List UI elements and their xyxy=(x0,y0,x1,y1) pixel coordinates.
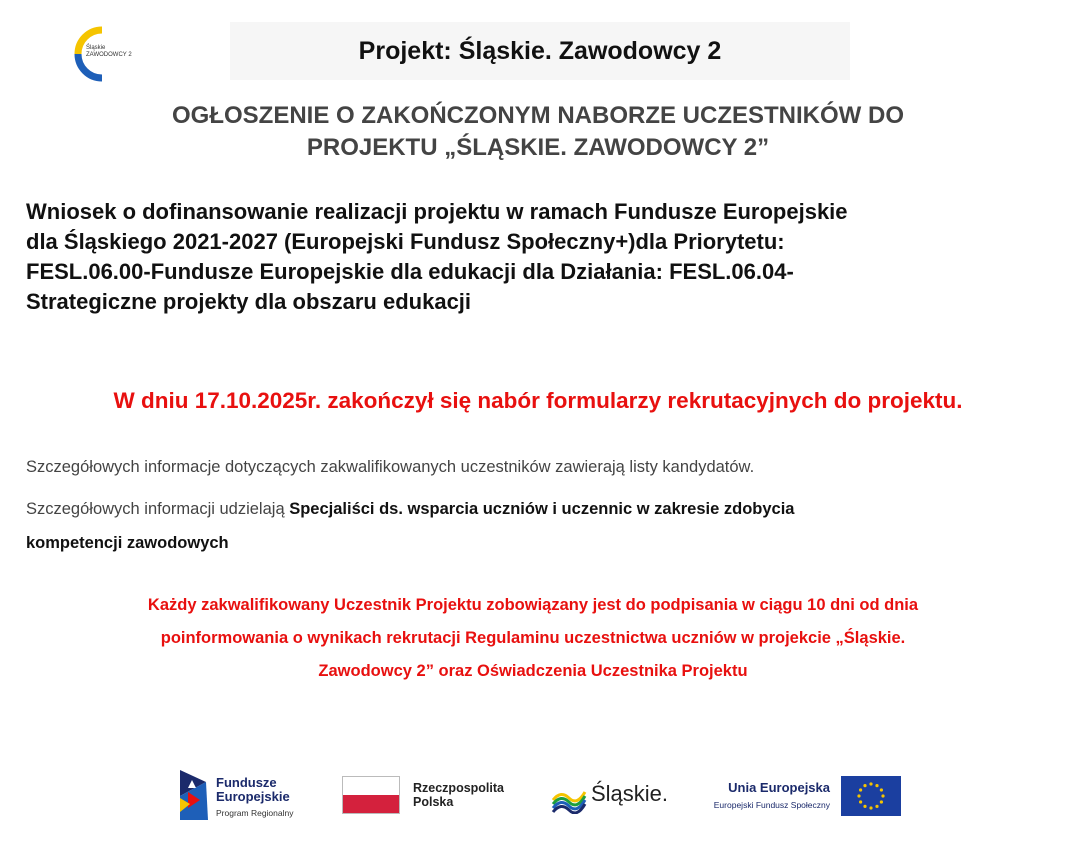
ue-sub: Europejski Fundusz Społeczny xyxy=(713,800,830,810)
application-line4: Strategiczne projekty dla obszaru edukacji xyxy=(26,289,472,314)
eu-star xyxy=(857,794,860,797)
fe-line1: Fundusze xyxy=(216,775,277,790)
eu-star xyxy=(881,794,884,797)
project-logo xyxy=(68,24,148,84)
info-line2-bold: Specjaliści ds. wsparcia uczniów i uczennic w zakresie zdobycia xyxy=(289,500,795,518)
application-line2: dla Śląskiego 2021-2027 (Europejski Fundusz Społeczny+)dla Priorytetu: xyxy=(26,229,785,254)
obligation-line2: poinformowania o wynikach rekrutacji Regulaminu uczestnictwa uczniów w projekcie „Śląskie. xyxy=(160,629,906,647)
project-logo-line2: ZAWODOWCY 2 xyxy=(86,52,132,58)
eu-star xyxy=(875,784,878,787)
announcement-line1: OGŁOSZENIE O ZAKOŃCZONYM NABORZE UCZESTNIKÓW DO xyxy=(172,102,904,129)
rp-line1: Rzeczpospolita xyxy=(413,781,504,795)
polish-flag-icon xyxy=(342,776,400,814)
announcement-line2: PROJEKTU „ŚLĄSKIE. ZAWODOWCY 2” xyxy=(306,134,770,161)
slaskie-logo xyxy=(551,778,681,814)
page-title: Projekt: Śląskie. Zawodowcy 2 xyxy=(358,36,722,65)
eu-star xyxy=(869,782,872,785)
unia-europejska-label xyxy=(700,780,830,810)
eu-star xyxy=(880,788,883,791)
application-description xyxy=(26,197,1036,317)
eu-star xyxy=(880,800,883,803)
eu-flag-icon xyxy=(841,776,901,816)
obligation-line1: Każdy zakwalifikowany Uczestnik Projektu zobowiązany jest do podpisania w ciągu 10 dni od dnia xyxy=(147,596,919,614)
info-line2-prefix: Szczegółowych informacji udzielają xyxy=(26,500,290,518)
fe-line2: Europejskie xyxy=(216,789,290,804)
fundusze-europejskie-logo xyxy=(178,768,308,822)
eu-star xyxy=(863,805,866,808)
eu-star xyxy=(863,784,866,787)
application-line1: Wniosek o dofinansowanie realizacji projektu w ramach Fundusze Europejskie xyxy=(26,199,848,224)
eu-star xyxy=(859,788,862,791)
application-line3: FESL.06.00-Fundusze Europejskie dla edukacji dla Działania: FESL.06.04- xyxy=(26,259,794,284)
announcement-heading xyxy=(60,100,1016,164)
eu-star xyxy=(869,806,872,809)
ue-title: Unia Europejska xyxy=(728,780,830,795)
slaskie-label: Śląskie. xyxy=(591,781,669,806)
info-contact xyxy=(26,492,1026,560)
closing-notice: W dniu 17.10.2025r. zakończył się nabór formularzy rekrutacyjnych do projektu. xyxy=(113,388,963,413)
rp-line2: Polska xyxy=(413,795,454,809)
header-band xyxy=(230,22,850,80)
project-logo-line1: Śląskie xyxy=(86,45,106,51)
info-line3-bold: kompetencji zawodowych xyxy=(26,534,229,552)
eu-star xyxy=(875,805,878,808)
eu-star xyxy=(859,800,862,803)
rzeczpospolita-label xyxy=(413,781,504,809)
slaskie-waves-icon xyxy=(551,778,587,814)
fundusze-europejskie-icon xyxy=(178,768,212,822)
info-line1: Szczegółowych informacje dotyczących zakwalifikowanych uczestników zawierają listy kandydatów. xyxy=(26,458,755,476)
obligation-line3: Zawodowcy 2” oraz Oświadczenia Uczestnika Projektu xyxy=(318,662,748,680)
obligation-notice xyxy=(40,589,1026,688)
fe-sub: Program Regionalny xyxy=(216,808,294,818)
